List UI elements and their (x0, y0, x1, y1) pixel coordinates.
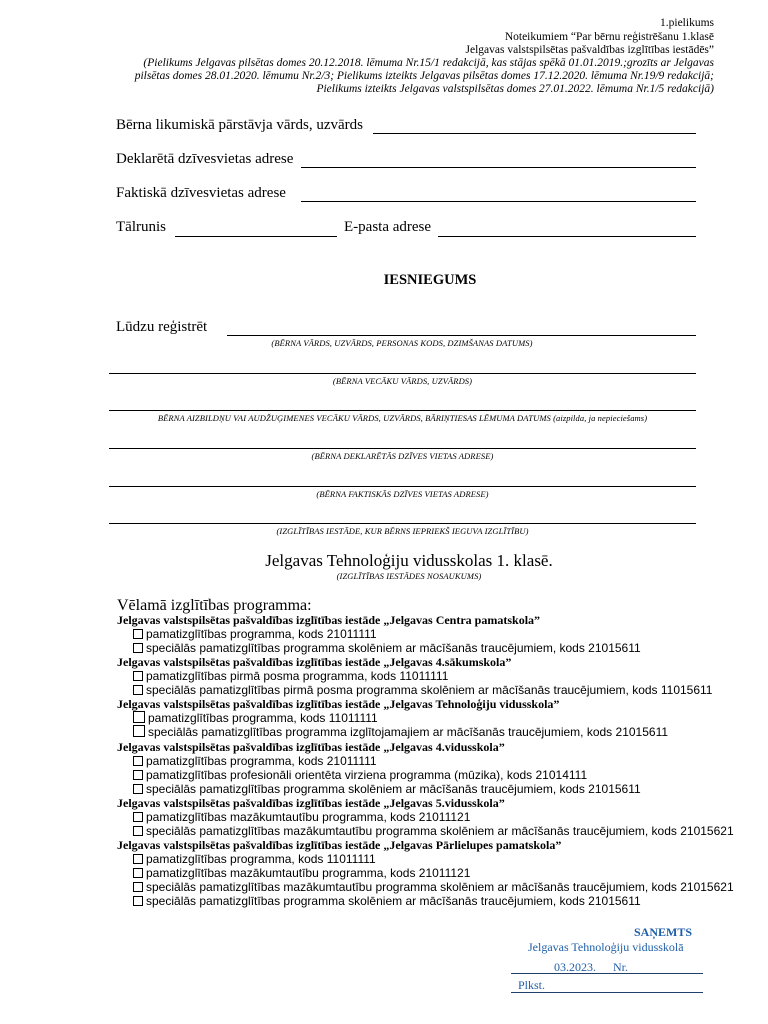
email-field[interactable] (438, 236, 696, 237)
stamp-time-label: Plkst. (518, 978, 546, 992)
checkbox-icon[interactable] (133, 643, 143, 653)
checkbox-icon[interactable] (133, 756, 143, 766)
appendix-label: 1.pielikums (660, 17, 714, 29)
checkbox-icon[interactable] (133, 784, 143, 794)
program-option[interactable]: speciālās pamatizglītības mazākumtautību programma skolēniem ar mācīšanās traucējumiem, kods 21015621 (133, 880, 734, 894)
school-name: Jelgavas Tehnoloģiju vidusskolas 1. klasē. (265, 551, 553, 570)
previous-school-field[interactable] (109, 523, 696, 524)
program-option[interactable]: pamatizglītības pirmā posma programma, kods 11011111 (133, 669, 448, 683)
child-declared-address-caption: (BĒRNA DEKLARĒTĀS DZĪVES VIETAS ADRESE) (311, 451, 494, 461)
checkbox-icon[interactable] (133, 629, 143, 639)
school-group-parlielupes: Jelgavas valstspilsētas pašvaldības izglītības iestāde „Jelgavas Pārlielupes pamatskola” (117, 838, 562, 852)
programs-heading: Vēlamā izglītības programma: (117, 597, 312, 614)
amendment-note-line2: pilsētas domes 28.01.2020. lēmumu Nr.2/3; Pielikums izteikts Jelgavas pilsētas domes 17.12.2020. lēmuma Nr.19/9 redakcijā; (134, 70, 714, 82)
program-option[interactable]: pamatizglītības mazākumtautību programma, kods 21011121 (133, 810, 470, 824)
school-name-caption: (IZGLĪTĪBAS IESTĀDES NOSAUKUMS) (336, 571, 482, 581)
stamp-nr-label: Nr. (613, 960, 628, 974)
stamp-divider (511, 973, 703, 974)
checkbox-icon[interactable] (133, 711, 145, 723)
program-option[interactable]: pamatizglītības programma, kods 11011111 (133, 711, 378, 725)
child-actual-address-caption: (BĒRNA FAKTISKĀS DZĪVES VIETAS ADRESE) (316, 489, 489, 499)
program-option[interactable]: pamatizglītības programma, kods 21011111 (133, 627, 377, 641)
stamp-school: Jelgavas Tehnoloģiju vidusskolā (528, 940, 684, 954)
guardians-caption: BĒRNA AIZBILDŅU VAI AUDŽUĢIMENES VECĀKU VĀRDS, UZVĀRDS, BĀRIŅTIESAS LĒMUMA DATUMS (aizpilda, ja nepieciešams) (157, 413, 648, 423)
actual-address-field[interactable] (301, 201, 696, 202)
program-option[interactable]: speciālās pamatizglītības programma skolēniem ar mācīšanās traucējumiem, kods 21015611 (133, 894, 641, 908)
amendment-note-line1: (Pielikums Jelgavas pilsētas domes 20.12.2018. lēmuma Nr.15/1 redakcijā, kas stājas spēkā 01.01.2019.;grozīts ar Jelgavas (143, 57, 714, 69)
previous-school-caption: (IZGLĪTĪBAS IESTĀDE, KUR BĒRNS IEPRIEKŠ IEGUVA IZGLĪTĪBU) (276, 526, 529, 536)
checkbox-icon[interactable] (133, 868, 143, 878)
program-option[interactable]: pamatizglītības programma, kods 21011111 (133, 754, 377, 768)
child-declared-address-field[interactable] (109, 448, 696, 449)
school-group-4-vidusskola: Jelgavas valstspilsētas pašvaldības izglītības iestāde „Jelgavas 4.vidusskola” (117, 740, 505, 754)
request-label: Lūdzu reģistrēt (116, 319, 208, 335)
program-option[interactable]: pamatizglītības programma, kods 11011111 (133, 852, 376, 866)
child-actual-address-field[interactable] (109, 486, 696, 487)
representative-name-field[interactable] (373, 133, 696, 134)
program-option[interactable]: pamatizglītības mazākumtautību programma, kods 21011121 (133, 866, 470, 880)
declared-address-field[interactable] (301, 167, 696, 168)
school-group-tehnologiju: Jelgavas valstspilsētas pašvaldības izglītības iestāde „Jelgavas Tehnoloģiju vidusskola” (117, 697, 560, 711)
email-label: E-pasta adrese (344, 219, 432, 235)
representative-name-label: Bērna likumiskā pārstāvja vārds, uzvārds (116, 117, 364, 133)
stamp-date: 03.2023. (554, 960, 596, 974)
program-option[interactable]: speciālās pamatizglītības programma skolēniem ar mācīšanās traucējumiem, kods 21015611 (133, 641, 641, 655)
program-option[interactable]: speciālās pamatizglītības programma izglītojamajiem ar mācīšanās traucējumiem, kods 21015611 (133, 725, 668, 739)
program-option[interactable]: speciālās pamatizglītības pirmā posma programma skolēniem ar mācīšanās traucējumiem, kods 11015611 (133, 683, 712, 697)
stamp-title: SAŅEMTS (634, 925, 693, 939)
program-option[interactable]: speciālās pamatizglītības programma skolēniem ar mācīšanās traucējumiem, kods 21015611 (133, 782, 641, 796)
school-group-5-vidusskola: Jelgavas valstspilsētas pašvaldības izglītības iestāde „Jelgavas 5.vidusskola” (117, 796, 505, 810)
checkbox-icon[interactable] (133, 685, 143, 695)
parents-caption: (BĒRNA VECĀKU VĀRDS, UZVĀRDS) (332, 376, 473, 386)
checkbox-icon[interactable] (133, 671, 143, 681)
checkbox-icon[interactable] (133, 725, 145, 737)
checkbox-icon[interactable] (133, 812, 143, 822)
school-group-centra: Jelgavas valstspilsētas pašvaldības izglītības iestāde „Jelgavas Centra pamatskola” (117, 613, 541, 627)
document-title: IESNIEGUMS (383, 272, 477, 288)
checkbox-icon[interactable] (133, 882, 143, 892)
school-group-4-sakumskola: Jelgavas valstspilsētas pašvaldības izglītības iestāde „Jelgavas 4.sākumskola” (117, 655, 512, 669)
checkbox-icon[interactable] (133, 854, 143, 864)
amendment-note-line3: Pielikums izteikts Jelgavas valstspilsētas domes 27.01.2022. lēmuma Nr.1/5 redakcijā) (316, 83, 714, 95)
parents-field[interactable] (109, 373, 696, 374)
regulation-title-line2: Jelgavas valstspilsētas pašvaldības izglītības iestādēs” (465, 44, 714, 56)
phone-field[interactable] (175, 236, 337, 237)
stamp-time-line (511, 992, 703, 993)
child-details-field[interactable] (227, 335, 696, 336)
child-details-caption: (BĒRNA VĀRDS, UZVĀRDS, PERSONAS KODS, DZIMŠANAS DATUMS) (271, 338, 533, 348)
checkbox-icon[interactable] (133, 770, 143, 780)
guardians-field[interactable] (109, 410, 696, 411)
checkbox-icon[interactable] (133, 896, 143, 906)
declared-address-label: Deklarētā dzīvesvietas adrese (116, 151, 294, 167)
actual-address-label: Faktiskā dzīvesvietas adrese (116, 185, 286, 201)
program-option[interactable]: pamatizglītības profesionāli orientēta virziena programma (mūzika), kods 21014111 (133, 768, 587, 782)
program-option[interactable]: speciālās pamatizglītības mazākumtautību programma skolēniem ar mācīšanās traucējumiem, kods 21015621 (133, 824, 734, 838)
checkbox-icon[interactable] (133, 826, 143, 836)
regulation-title-line1: Noteikumiem “Par bērnu reģistrēšanu 1.klasē (504, 31, 714, 43)
phone-label: Tālrunis (116, 219, 166, 235)
